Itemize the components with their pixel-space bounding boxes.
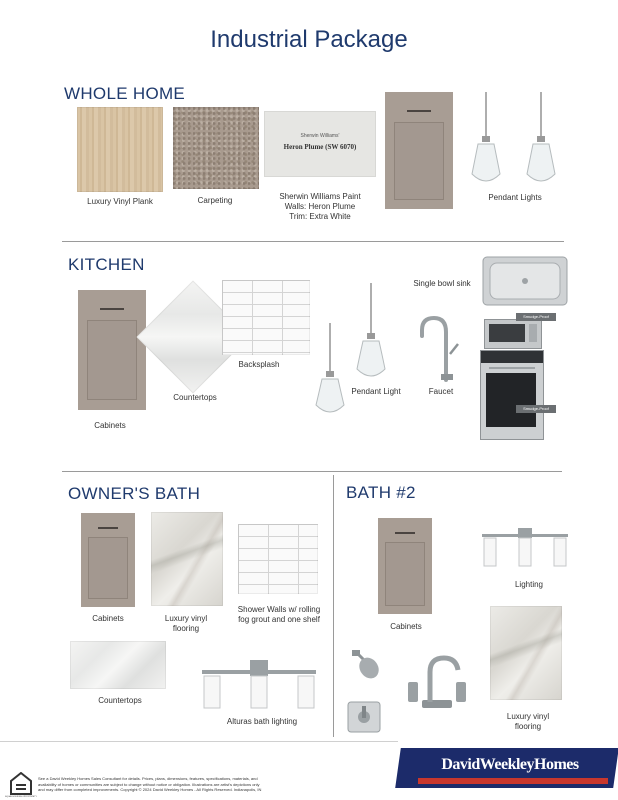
owners-flooring-swatch: [151, 512, 223, 606]
alturas-caption: Alturas bath lighting: [226, 717, 298, 726]
owners-flooring-caption-2: flooring: [172, 624, 200, 633]
bath2-cabinets-caption: Cabinets: [390, 622, 422, 631]
owners-flooring-caption-1: Luxury vinyl: [164, 614, 208, 623]
paint-caption-3: Trim: Extra White: [289, 212, 351, 221]
bath2-faucet-image: [404, 648, 470, 712]
section-bath2: BATH #2: [346, 483, 416, 502]
smudge-badge-2: Smudge-Proof: [516, 405, 556, 413]
whole-home-cabinet-image: [385, 92, 453, 209]
paint-swatch-name: Heron Plume (SW 6070): [283, 143, 357, 151]
shower-caption-1: Shower Walls w/ rolling: [237, 605, 321, 614]
owners-countertops-caption: Countertops: [98, 696, 142, 705]
brand-stripe: [418, 778, 608, 784]
page-title: Industrial Package: [210, 26, 408, 53]
equal-housing-text: EQUAL HOUSING OPPORTUNITY: [5, 796, 37, 798]
bath2-flooring-caption-2: flooring: [514, 722, 542, 731]
owners-cabinets-caption: Cabinets: [92, 614, 124, 623]
smudge-badge-1: Smudge-Proof: [516, 313, 556, 321]
disclaimer-2: availability of homes or communities are subject to change without notice or obligation. Illustrations are artist's depictions only: [38, 781, 260, 787]
shower-head-image: [350, 648, 380, 682]
section-owners-bath: OWNER'S BATH: [68, 484, 201, 503]
bath2-cabinet-image: [378, 518, 432, 614]
carpet-swatch: [173, 107, 259, 189]
paint-caption-1: Sherwin Williams Paint: [279, 192, 361, 201]
faucet-image: [416, 314, 462, 382]
pendant-lights-image: [462, 92, 568, 188]
paint-swatch-brand: Sherwin Williams': [300, 133, 340, 139]
backsplash-caption: Backsplash: [238, 360, 280, 369]
section-whole-home: WHOLE HOME: [64, 84, 186, 103]
kitchen-pendant-caption: Pendant Light: [351, 387, 401, 396]
alturas-lighting-image: [198, 660, 320, 714]
footer-divider: [0, 741, 398, 742]
shower-caption-2: fog grout and one shelf: [238, 615, 320, 624]
lvp-caption: Luxury Vinyl Plank: [87, 197, 153, 206]
divider-1: [62, 241, 564, 242]
backsplash-swatch: [222, 280, 310, 355]
faucet-caption: Faucet: [428, 387, 454, 396]
range-image: [480, 350, 544, 440]
divider-vertical: [333, 475, 334, 737]
section-kitchen: KITCHEN: [68, 255, 145, 274]
brand-logo-text: DavidWeekleyHomes: [441, 756, 579, 773]
kitchen-cabinet-image: [78, 290, 146, 410]
sink-caption: Single bowl sink: [413, 279, 471, 288]
disclaimer-1: See a David Weekley Homes Sales Consultant for details. Prices, plans, dimensions, features, specifications, materials, and: [38, 776, 258, 781]
shower-valve-image: [346, 700, 382, 734]
owners-countertop-swatch: [70, 641, 166, 689]
paint-swatch: [264, 111, 376, 177]
disclaimer-3: and may differ from completed improvements. Copyright © 2024 David Weekley Homes - All Rights Reserved. Indianapolis, IN: [38, 787, 262, 792]
pendants-caption: Pendant Lights: [488, 193, 542, 202]
bath2-lighting-image: [480, 528, 570, 570]
kitchen-cabinets-caption: Cabinets: [94, 421, 126, 430]
sink-image: [482, 256, 568, 306]
divider-2: [62, 471, 562, 472]
microwave-image: [484, 319, 542, 349]
lvp-swatch: [77, 107, 163, 192]
shower-wall-swatch: [238, 524, 318, 594]
owners-cabinet-image: [81, 513, 135, 607]
bath2-lighting-caption: Lighting: [514, 580, 544, 589]
kitchen-countertops-caption: Countertops: [173, 393, 217, 402]
equal-housing-icon: [10, 772, 32, 796]
bath2-flooring-swatch: [490, 606, 562, 700]
paint-caption-2: Walls: Heron Plume: [284, 202, 356, 211]
bath2-flooring-caption-1: Luxury vinyl: [506, 712, 550, 721]
carpet-caption: Carpeting: [197, 196, 233, 205]
